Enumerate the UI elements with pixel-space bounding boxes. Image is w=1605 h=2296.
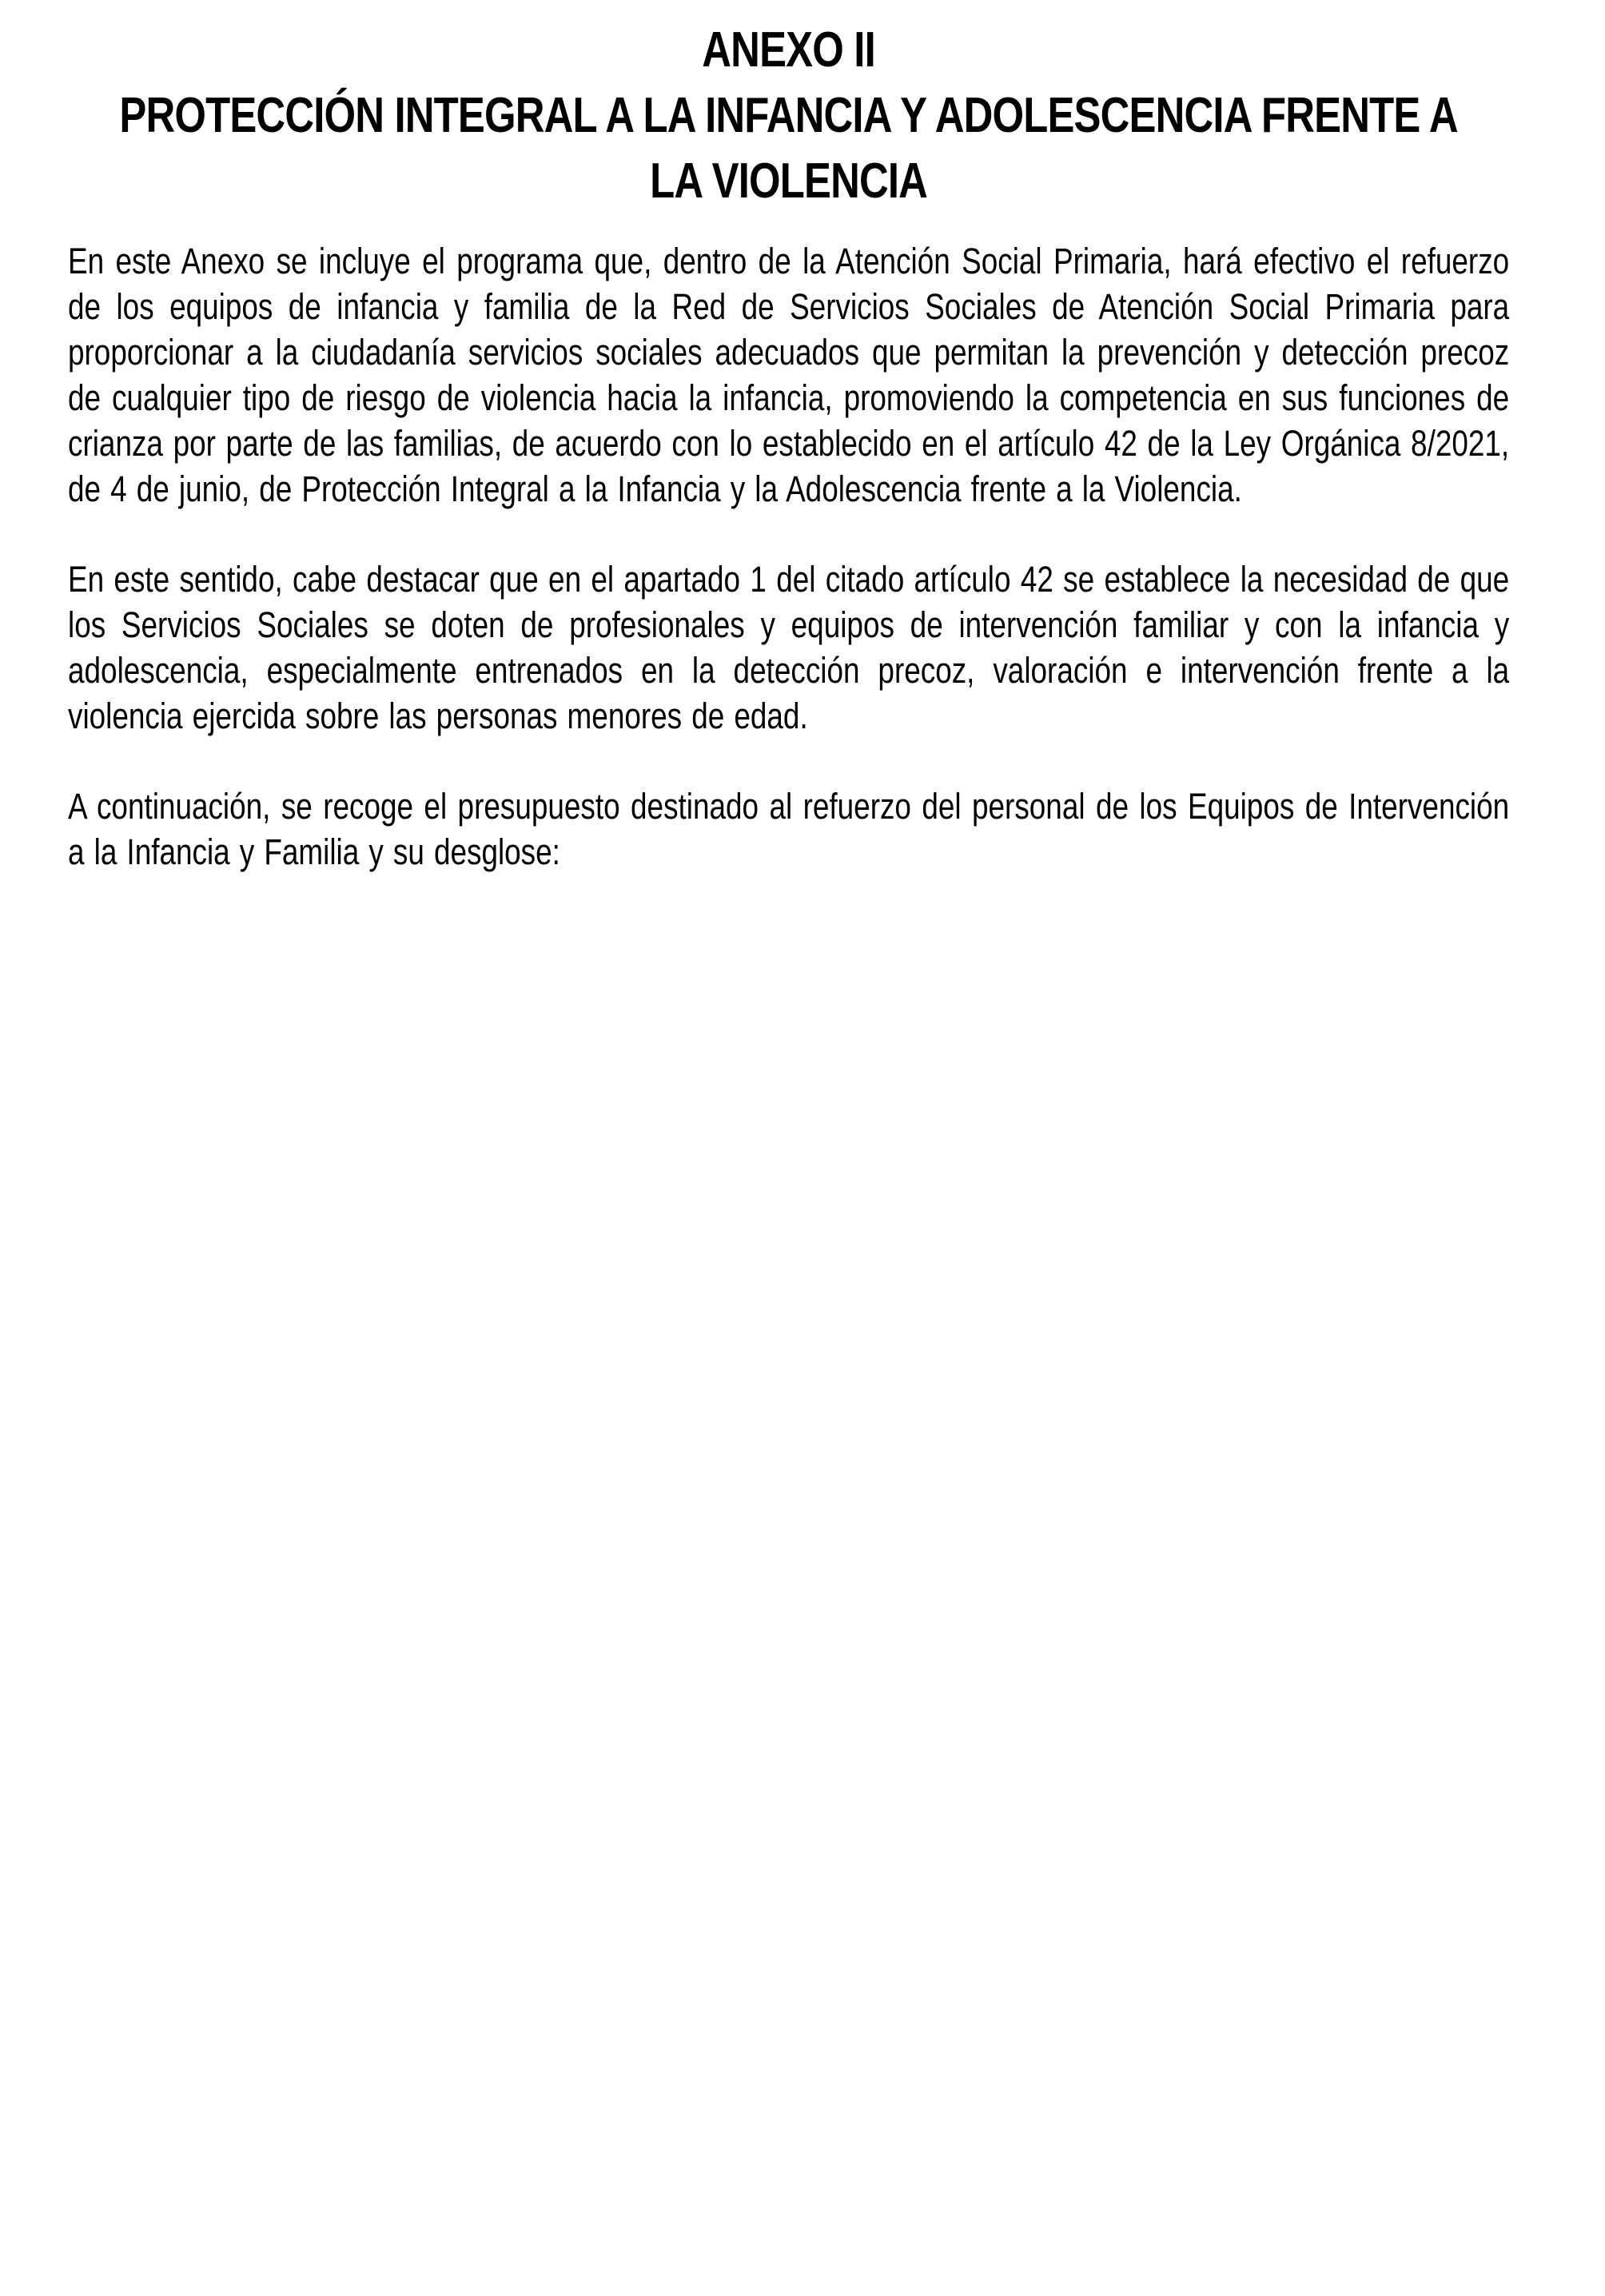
document-title [68,18,1509,214]
document-body [68,238,1509,875]
title-line-anexo: ANEXO II [702,22,875,78]
paragraph-presupuesto: A continuación, se recoge el presupuesto destinado al refuerzo del personal de los Equipos de Intervención a la Infancia y Familia y su desglose: [68,786,1510,872]
paragraph-articulo-42: En este sentido, cabe destacar que en el apartado 1 del citado artículo 42 se establece la necesidad de que los Servicios Sociales se doten de profesionales y equipos de intervención familiar y con la infancia y adolescencia, especialmente entrenados en la detección precoz, valoración e intervención frente a la violencia ejercida sobre las personas menores de edad. [68,559,1510,736]
title-line-violencia: LA VIOLENCIA [650,153,928,209]
condensed-text-wrapper [68,18,1509,875]
paragraph-intro-programa: En este Anexo se incluye el programa que, dentro de la Atención Social Primaria, hará efectivo el refuerzo de los equipos de infancia y familia de la Red de Servicios Sociales de Atención Social Primaria para proporcionar a la ciudadanía servicios sociales adecuados que permitan la prevención y detección precoz de cualquier tipo de riesgo de violencia hacia la infancia, promoviendo la competencia en sus funciones de crianza por parte de las familias, de acuerdo con lo establecido en el artículo 42 de la Ley Orgánica 8/2021, de 4 de junio, de Protección Integral a la Infancia y la Adolescencia frente a la Violencia. [68,241,1510,509]
text-column [68,18,1509,875]
title-line-proteccion: PROTECCIÓN INTEGRAL A LA INFANCIA Y ADOLESCENCIA FRENTE A [119,88,1458,143]
